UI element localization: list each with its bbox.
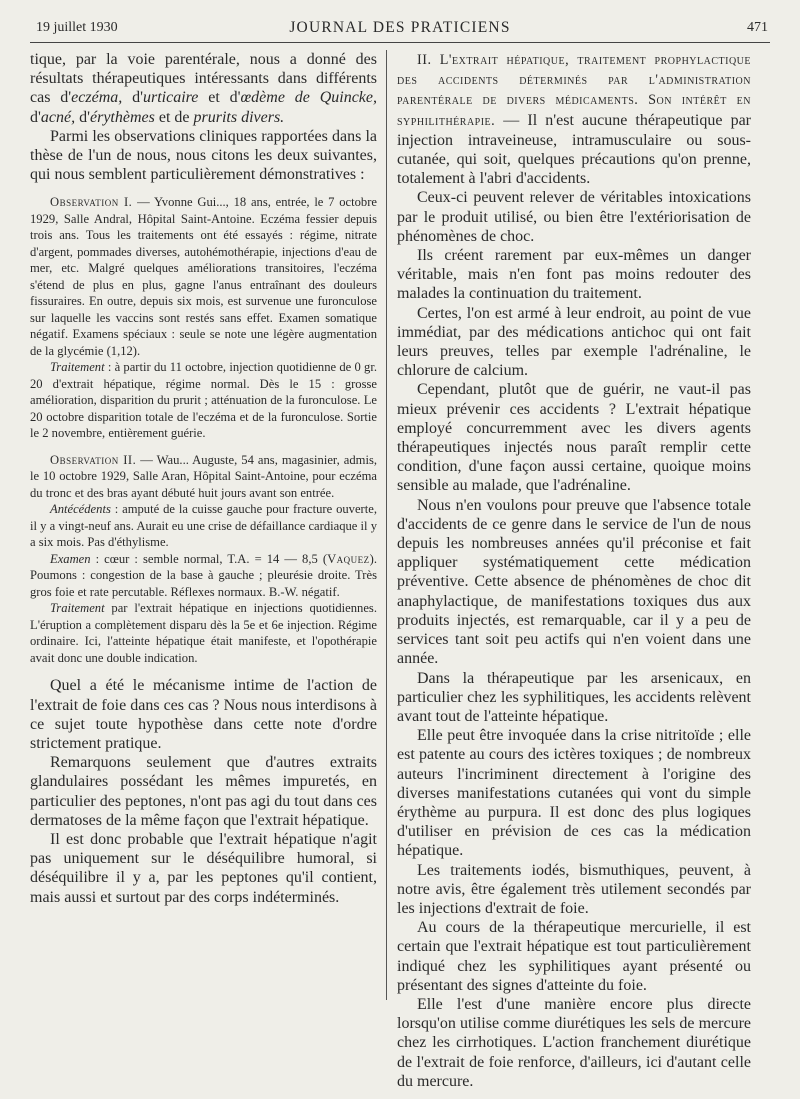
observation-1: Observation I. — Yvonne Gui..., 18 ans, entrée, le 7 octobre 1929, Salle Andral, Hôpital Saint-Antoine. Eczéma fessier depuis trois ans. Tous les traitements ont été essayés : régime, nitrate d'argent, pommades diverses, autohémothérapie, injections d'eau de mer, etc. Malgré quelques améliorations transitoires, l'eczéma s'étend de plus en plus, gagne l'anus entraînant des douleurs fissuraires. En outre, depuis six mois, est survenue une furonculose sur laquelle les vaccins sont restés sans effet. Examen somatique négatif. Examens spéciaux : seule se note une légère augmentation de la glycémie (1,12). — [30, 195, 377, 358]
left-column — [30, 50, 377, 1001]
column-divider — [386, 50, 387, 1000]
paragraph-prevenir: Cependant, plutôt que de guérir, ne vaut-il pas mieux prévenir ces accidents ? L'extrait hépatique employé concurremment avec les divers agents thérapeutiques injectés nous paraît remplir cette condition, d'une façon aussi certaine, quoique moins sensible au malade, que l'adrénaline. — [397, 381, 751, 495]
paragraph-mechanism: Quel a été le mécanisme intime de l'action de l'extrait de foie dans ces cas ? Nous nous interdisons à ce sujet toute hypothèse dans cette note d'ordre strictement pratique. — [30, 677, 377, 753]
right-column — [397, 50, 751, 1090]
paragraph-preuve: Nous n'en voulons pour preuve que l'absence totale d'accidents de ce genre dans le service de l'un de nous depuis les nombreuses années qu'il préconise et fait appliquer systématiquement cette médication préventive. Cette absence de phénomènes de choc dit anaphylactique, de manifestations toxiques dus aux produits injectés, est remarquable, car il y a peu de services tant soit peu actifs qui n'en voient dans une année. — [397, 496, 751, 668]
header-date: 19 juillet 1930 — [36, 20, 118, 35]
paragraph-other-extracts: Remarquons seulement que d'autres extraits glandulaires possédant les mêmes impuretés, en particulier des peptones, n'ont pas agi du tout dans ces dermatoses de la même façon que l'extrait hépatique. — [30, 754, 377, 829]
paragraph-probable: Il est donc probable que l'extrait hépatique n'agit pas uniquement sur le déséquilibre humoral, si déséquilibre il y a, par les peptones qu'il contient, mais aussi et surtout par des corps indéterminés. — [30, 831, 377, 906]
section-2-heading — [397, 50, 751, 188]
section-title: II. L'extrait hépatique, traitement prophylactique des accidents déterminés par l'administration parentérale de divers médicaments. Son intérêt en syphilithérapie. — [397, 52, 751, 129]
paragraph-diuretiques: Elle l'est d'une manière encore plus directe lorsqu'on utilise comme diurétiques les sels de mercure chez les cirrhotiques. L'action franchement diurétique de l'extrait de foie renforce, d'ailleurs, ici d'autant celle du mercure. — [397, 995, 751, 1090]
running-header — [30, 18, 770, 43]
observation-2-treatment: Traitement par l'extrait hépatique en injections quotidiennes. L'éruption a complètement disparu dès la 5e et 6e injection. Régime ordinaire. Ici, l'atteinte hépatique était manifeste, et l'opothérapie avait donc une double indication. — [30, 601, 377, 665]
observation-2-antecedents: Antécédents : amputé de la cuisse gauche pour fracture ouverte, il y a vingt-neuf ans. Aurait eu une crise de défaillance cardiaque il y a six mois. Pas d'éthylisme. — [30, 502, 377, 550]
paragraph-observations-intro: Parmi les observations cliniques rapportées dans la thèse de l'un de nous, nous citons les deux suivantes, qui nous semblent particulièrement démonstratives : — [30, 127, 377, 184]
section-lead: — Il n'est aucune thérapeutique par injection intraveineuse, intramusculaire ou sous-cutanée, qui soit, quelques précautions qu'on prenne, totalement à l'abri d'accidents. — [397, 111, 751, 188]
paragraph-intro-continued: tique, par la voie parentérale, nous a donné des résultats thérapeutiques intéressants dans différents cas d'eczéma, d'urticaire et d'œdème de Quincke, d'acné, d'érythèmes et de prurits divers. — [30, 51, 377, 126]
page-number: 471 — [747, 20, 768, 35]
observation-1-treatment: Traitement : à partir du 11 octobre, injection quotidienne de 0 gr. 20 d'extrait hépatique, régime normal. Dès le 15 : grosse amélioration, disparition du prurit ; atténuation de la furonculose. Le 20 octobre disparition totale de l'eczéma et de la furonculose. Sortie le 2 novembre, entièrement guérie. — [30, 360, 377, 441]
journal-title: JOURNAL DES PRATICIENS — [289, 19, 511, 36]
paragraph-arsenicaux: Dans la thérapeutique par les arsenicaux, en particulier chez les syphilitiques, les accidents relèvent avant tout de l'atteinte hépatique. — [397, 669, 751, 725]
paragraph-mercurielle: Au cours de la thérapeutique mercurielle, il est certain que l'extrait hépatique est tout particulièrement indiqué chez les syphilitiques ayant présenté ou présentant des signes d'atteinte du foie. — [397, 919, 751, 994]
observation-2: Observation II. — Wau... Auguste, 54 ans, magasinier, admis, le 10 octobre 1929, Salle Aran, Hôpital Saint-Antoine, pour eczéma du tronc et des bras ayant débuté huit jours avant son entrée. — [30, 452, 377, 500]
observation-2-examen: Examen : cœur : semble normal, T.A. = 14 — 8,5 (Vaquez). Poumons : congestion de la base à gauche ; pleurésie droite. Très gros foie et rate percutable. Réflexes normaux. B.-W. négatif. — [30, 551, 377, 599]
paragraph-crise-nitritoide: Elle peut être invoquée dans la crise nitritoïde ; elle est patente au cours des ictères toxiques ; de nombreux auteurs l'incriminent directement à l'origine des diverses manifestations cutanées qui vont du simple érythème au purpura. Il est donc des plus logiques d'utiliser en prévision de ces cas la médication hépatique. — [397, 727, 751, 860]
paragraph-antichoc: Certes, l'on est armé à leur endroit, au point de vue immédiat, par des médications antichoc qui ont fait leurs preuves, telles par exemple l'adrénaline, le chlorure de calcium. — [397, 304, 751, 380]
paragraph-danger: Ils créent rarement par eux-mêmes un danger véritable, mais n'en font pas moins redouter des malades la continuation du traitement. — [397, 247, 751, 303]
paragraph-iodes: Les traitements iodés, bismuthiques, peuvent, à notre avis, être également très utilement secondés par les injections d'extrait de foie. — [397, 861, 751, 917]
paragraph-intoxications: Ceux-ci peuvent relever de véritables intoxications par le produit utilisé, ou bien être l'extériorisation de phénomènes de choc. — [397, 189, 751, 245]
